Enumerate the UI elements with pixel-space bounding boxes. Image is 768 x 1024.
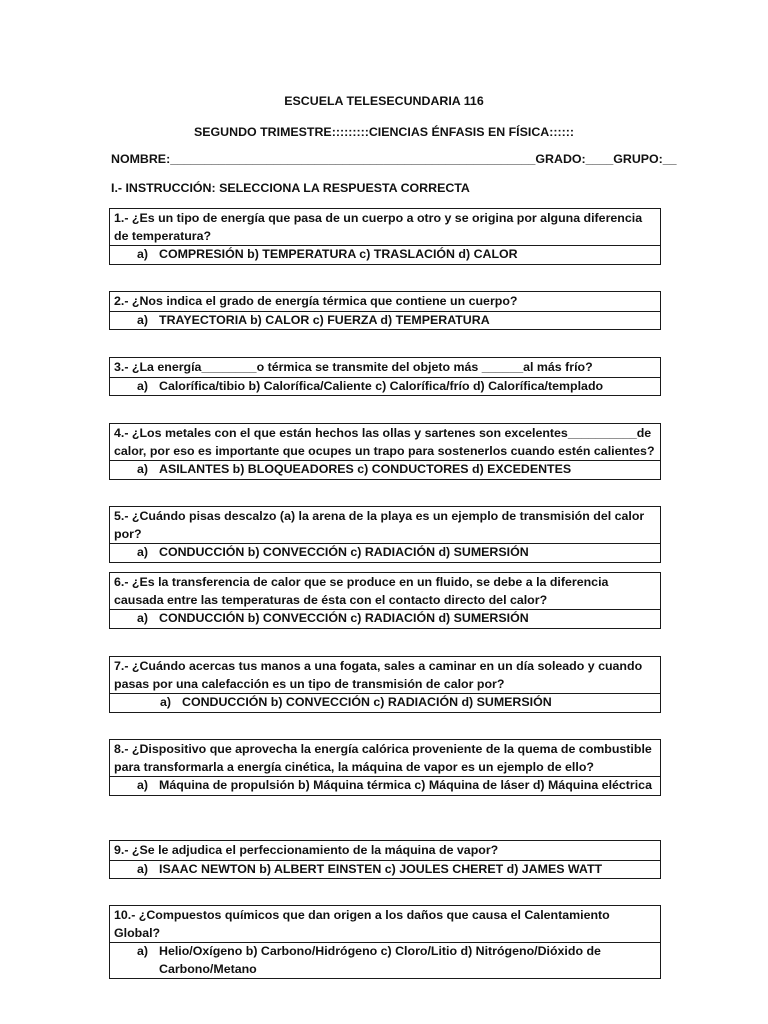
question-box-7 bbox=[109, 656, 661, 713]
answer-options bbox=[110, 246, 660, 264]
option-text: ISAAC NEWTON b) ALBERT EINSTEN c) JOULES CHERET d) JAMES WATT bbox=[159, 861, 603, 876]
option-label: a) bbox=[137, 778, 149, 792]
option-label: a) bbox=[137, 247, 149, 261]
school-title: ESCUELA TELESECUNDARIA 116 bbox=[284, 94, 484, 108]
name-grade-group-line: NOMBRE:_____________________________________________________GRADO:____GRUPO:__ bbox=[111, 152, 677, 166]
option-label: a) bbox=[137, 861, 149, 876]
option-label: a) bbox=[137, 944, 149, 958]
option-label: a) bbox=[137, 462, 149, 476]
question-box-5 bbox=[109, 506, 661, 563]
answer-options bbox=[110, 544, 660, 562]
option-text: CONDUCCIÓN b) CONVECCIÓN c) RADIACIÓN d) SUMERSIÓN bbox=[159, 611, 529, 625]
option-text: Helio/Oxígeno b) Carbono/Hidrógeno c) Cloro/Litio d) Nitrógeno/Dióxido de Carbono/Metano bbox=[159, 944, 601, 976]
answer-options bbox=[110, 777, 660, 795]
answer-options bbox=[110, 861, 660, 879]
question-text: 2.- ¿Nos indica el grado de energía térmica que contiene un cuerpo? bbox=[110, 292, 660, 312]
option-label: a) bbox=[137, 545, 149, 559]
question-box-8 bbox=[109, 739, 661, 796]
option-text: TRAYECTORIA b) CALOR c) FUERZA d) TEMPERATURA bbox=[159, 312, 490, 327]
answer-options bbox=[110, 461, 660, 479]
question-text: 7.- ¿Cuándo acercas tus manos a una fogata, sales a caminar en un día soleado y cuando pasas por una calefacción es un tipo de transmisión de calor por? bbox=[110, 657, 660, 694]
question-box-3 bbox=[109, 357, 661, 396]
question-text: 3.- ¿La energía________o térmica se transmite del objeto más ______al más frío? bbox=[110, 358, 660, 378]
answer-options bbox=[110, 943, 660, 978]
option-label: a) bbox=[137, 378, 149, 393]
option-label: a) bbox=[137, 611, 149, 625]
trimester-subtitle: SEGUNDO TRIMESTRE:::::::::CIENCIAS ÉNFASIS EN FÍSICA:::::: bbox=[194, 125, 574, 139]
option-text: ASILANTES b) BLOQUEADORES c) CONDUCTORES d) EXCEDENTES bbox=[159, 462, 572, 476]
option-label: a) bbox=[160, 695, 172, 709]
question-box-6 bbox=[109, 572, 661, 629]
question-box-1 bbox=[109, 208, 661, 265]
question-text: 8.- ¿Dispositivo que aprovecha la energía calórica proveniente de la quema de combustible para transformarla a energía cinética, la máquina de vapor es un ejemplo de ello? bbox=[110, 740, 660, 777]
instruction-heading: I.- INSTRUCCIÓN: SELECCIONA LA RESPUESTA CORRECTA bbox=[111, 181, 470, 195]
question-text: 10.- ¿Compuestos químicos que dan origen a los daños que causa el Calentamiento Global? bbox=[110, 906, 660, 943]
question-text: 5.- ¿Cuándo pisas descalzo (a) la arena de la playa es un ejemplo de transmisión del calor por? bbox=[110, 507, 660, 544]
question-box-4 bbox=[109, 423, 661, 480]
option-text: CONDUCCIÓN b) CONVECCIÓN c) RADIACIÓN d) SUMERSIÓN bbox=[159, 545, 529, 559]
question-box-9 bbox=[109, 840, 661, 879]
question-text: 6.- ¿Es la transferencia de calor que se produce en un fluido, se debe a la diferencia causada entre las temperaturas de ésta con el contacto directo del calor? bbox=[110, 573, 660, 610]
question-text: 9.- ¿Se le adjudica el perfeccionamiento de la máquina de vapor? bbox=[110, 841, 660, 861]
option-label: a) bbox=[137, 312, 149, 327]
option-text: Calorífica/tibio b) Calorífica/Caliente c) Calorífica/frío d) Calorífica/templado bbox=[159, 378, 604, 393]
option-text: CONDUCCIÓN b) CONVECCIÓN c) RADIACIÓN d) SUMERSIÓN bbox=[182, 695, 552, 709]
question-text: 1.- ¿Es un tipo de energía que pasa de un cuerpo a otro y se origina por alguna diferencia de temperatura? bbox=[110, 209, 660, 246]
option-text: COMPRESIÓN b) TEMPERATURA c) TRASLACIÓN d) CALOR bbox=[159, 247, 518, 261]
answer-options bbox=[110, 312, 660, 330]
answer-options bbox=[110, 378, 660, 396]
answer-options bbox=[110, 610, 660, 628]
question-box-10 bbox=[109, 905, 661, 979]
question-box-2 bbox=[109, 291, 661, 330]
question-text: 4.- ¿Los metales con el que están hechos las ollas y sartenes son excelentes__________de calor, por eso es importante que ocupes un trapo para sostenerlos cuando estén calientes? bbox=[110, 424, 660, 461]
option-text: Máquina de propulsión b) Máquina térmica c) Máquina de láser d) Máquina eléctrica bbox=[159, 778, 652, 792]
answer-options bbox=[110, 694, 660, 712]
